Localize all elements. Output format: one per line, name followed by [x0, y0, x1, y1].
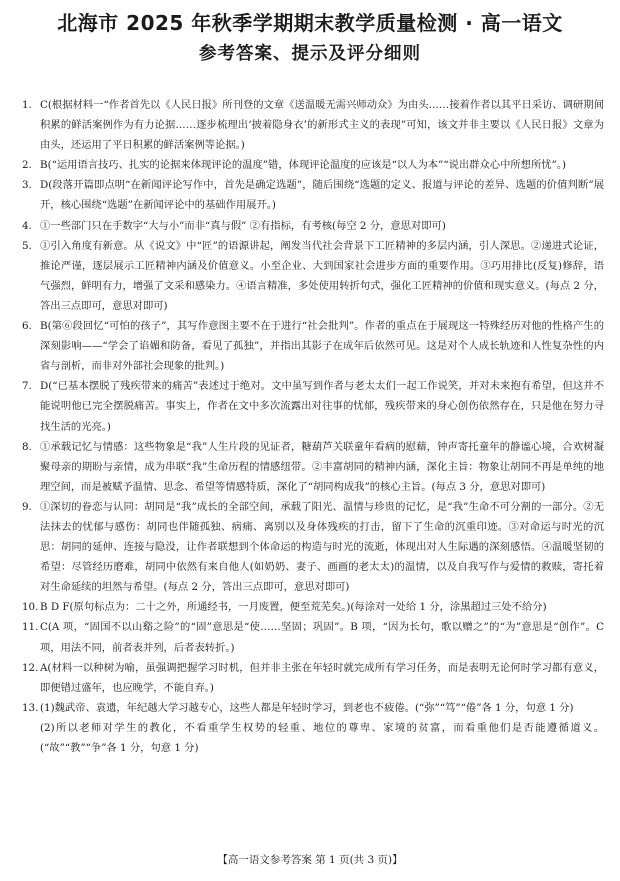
item-number: 4. [22, 219, 32, 232]
item-number: 12. [22, 661, 39, 674]
answer-item-11 [22, 617, 604, 657]
item-text: B(第⑥段回忆“可怕的孩子”，其写作意图主要不在于进行“社会批判”。作者的重点在于展现这一特殊经历对他的性格产生的深刻影响——“学会了谄媚和防备，看见了孤独”，并指出其影子在成年后依然可见。这是对个人成长轨迹和人性复杂性的内省与剖析，而非对外部社会现象的批判。) [40, 320, 604, 373]
answer-item-4 [22, 216, 604, 236]
item-text: B(“运用语言技巧、扎实的论据来体现评论的温度”错，体现评论温度的应该是“以人为本”“说出群众心中所想所忧”。) [40, 159, 566, 172]
answer-item-3 [22, 175, 604, 215]
item-subanswer-2: (2)所以老师对学生的教化，不看重学生权势的轻重、地位的尊卑、家境的贫富，而看重他们是否能遵循道义。(“故”“教”“争”各 1 分，句意 1 分) [40, 721, 604, 754]
item-text: A(材料一以种树为喻，虽强调把握学习时机，但并非主张在年轻时就完成所有学习任务，而是表明无论何时学习都有意义，即便错过盛年，也应晚学，不能自弃。) [40, 661, 604, 694]
item-number: 1. [22, 99, 32, 111]
answer-item-5 [22, 236, 604, 316]
item-subanswer-1: (1)魏武帝、袁遗，年纪越大学习越专心，这些人都是年轻时学习，到老也不疲倦。(“弥”“笃”“倦”各 1 分，句意 1 分) [40, 701, 574, 714]
item-text: D(段落开篇即点明“在新闻评论写作中，首先是确定选题”，随后围绕“选题的定义、报道与评论的差异、选题的价值判断”展开，核心围绕“选题”在新闻评论中的基础作用展开。) [40, 179, 604, 212]
item-number: 3. [22, 179, 32, 192]
answer-item-9 [22, 497, 604, 597]
answer-list [22, 95, 604, 758]
answer-item-7 [22, 376, 604, 436]
item-number: 5. [22, 239, 32, 252]
item-text: ①承载记忆与情感：这些物象是“我”人生片段的见证者，糖葫芦关联童年看病的慰藉，钟声寄托童年的静谧心境，合欢树凝聚母亲的期盼与亲情，成为串联“我”生命历程的情感纽带。②丰富胡同的精神内涵，深化主旨：物象让胡同不再是单纯的地理空间，而是被赋予温情、思念、希望等情感特质，深化了“胡同构成我”的核心主旨。(每点 3 分，意思对即可) [40, 440, 604, 493]
item-text: B D F(原句标点为：二十之外，所通经书，一月废置，便至荒芜矣。)(每涂对一处给 1 分，涂黑超过三处不给分) [40, 601, 547, 614]
item-number: 11. [22, 621, 39, 634]
page-subtitle: 参考答案、提示及评分细则 [199, 44, 421, 64]
item-number: 9. [22, 500, 32, 513]
answer-item-10 [22, 597, 604, 617]
item-number: 6. [22, 320, 32, 333]
answer-item-8 [22, 437, 604, 497]
item-text: C(A 项，“固国不以山谿之险”的“固”意思是“使……坚固；巩固”。B 项，“因为长句，歌以赠之”的“为”意思是“创作”。C 项，用法不同，前者表并列，后者表转折。) [40, 621, 604, 654]
item-text: D(“已基本摆脱了残疾带来的痛苦”表述过于绝对。文中虽写到作者与老太太们一起工作说笑，并对未来抱有希望，但这并不能说明他已完全摆脱痛苦。事实上，作者在文中多次流露出对往事的忧郁，残疾带来的身心创伤依然存在，只是他在努力寻找生活的光亮。) [40, 380, 604, 433]
item-text: C(根据材料一“作者首先以《人民日报》所刊登的文章《送温暖无需兴师动众》为由头……接着作者以其平日采访、调研期间积累的鲜活案例作为有力论据……逐步梳理出‘披着隐身衣’的新形式主义的表现”可知，该文并非主要以《人民日报》文章为由头，还运用了平日积累的鲜活案例等论据。) [40, 99, 604, 152]
answer-item-13 [22, 698, 604, 758]
answer-item-1 [22, 95, 604, 155]
item-text: ①一些部门只在手数字“大与小”而非“真与假” ②有指标，有考核(每空 2 分，意思对即可) [40, 219, 446, 232]
item-number: 7. [22, 380, 32, 393]
page-footer: 【高一语文参考答案 第 1 页(共 3 页)】 [217, 854, 403, 866]
item-number: 10. [22, 601, 39, 614]
item-number: 8. [22, 440, 32, 453]
item-number: 13. [22, 701, 39, 714]
page-title: 北海市 2025 年秋季学期期末教学质量检测 · 高一语文 [57, 11, 563, 35]
item-text: ①深切的眷恋与认同：胡同是“我”成长的全部空间，承载了阳光、温情与珍贵的记忆，是“我”生命不可分割的一部分。②无法抹去的忧郁与感伤：胡同也伴随孤独、病痛、离别以及身体残疾的打击，留下了生命的沉重印迹。③对命运与时光的沉思：胡同的延伸、连接与隐没，让作者联想到个体命运的构造与时光的流逝，体现出对人生际遇的深刻感悟。④温暖坚韧的希望：尽管经历磨难，胡同中依然有来自他人(如奶奶、妻子、画画的老太太)的温情，以及自我写作与爱情的救赎，寄托着对生命延续的坦然与希望。(每点 2 分，答出三点即可，意思对即可) [40, 500, 604, 594]
item-text: ①引入角度有新意。从《说文》中“匠”的语源讲起，阐发当代社会背景下工匠精神的多层内涵，引人深思。②递进式论证，推论严谨，逐层展示工匠精神内涵及价值意义。小至企业、大到国家社会进步方面的重要作用。③巧用排比(反复)修辞，语气强烈，鲜明有力，增强了文采和感染力。④语言精准，多处使用转折句式，强化工匠精神的价值和现实意义。(每点 2 分，答出三点即可，意思对即可) [40, 239, 604, 312]
answer-item-12 [22, 658, 604, 698]
item-number: 2. [22, 159, 32, 172]
answer-item-6 [22, 316, 604, 376]
answer-item-2 [22, 155, 604, 175]
